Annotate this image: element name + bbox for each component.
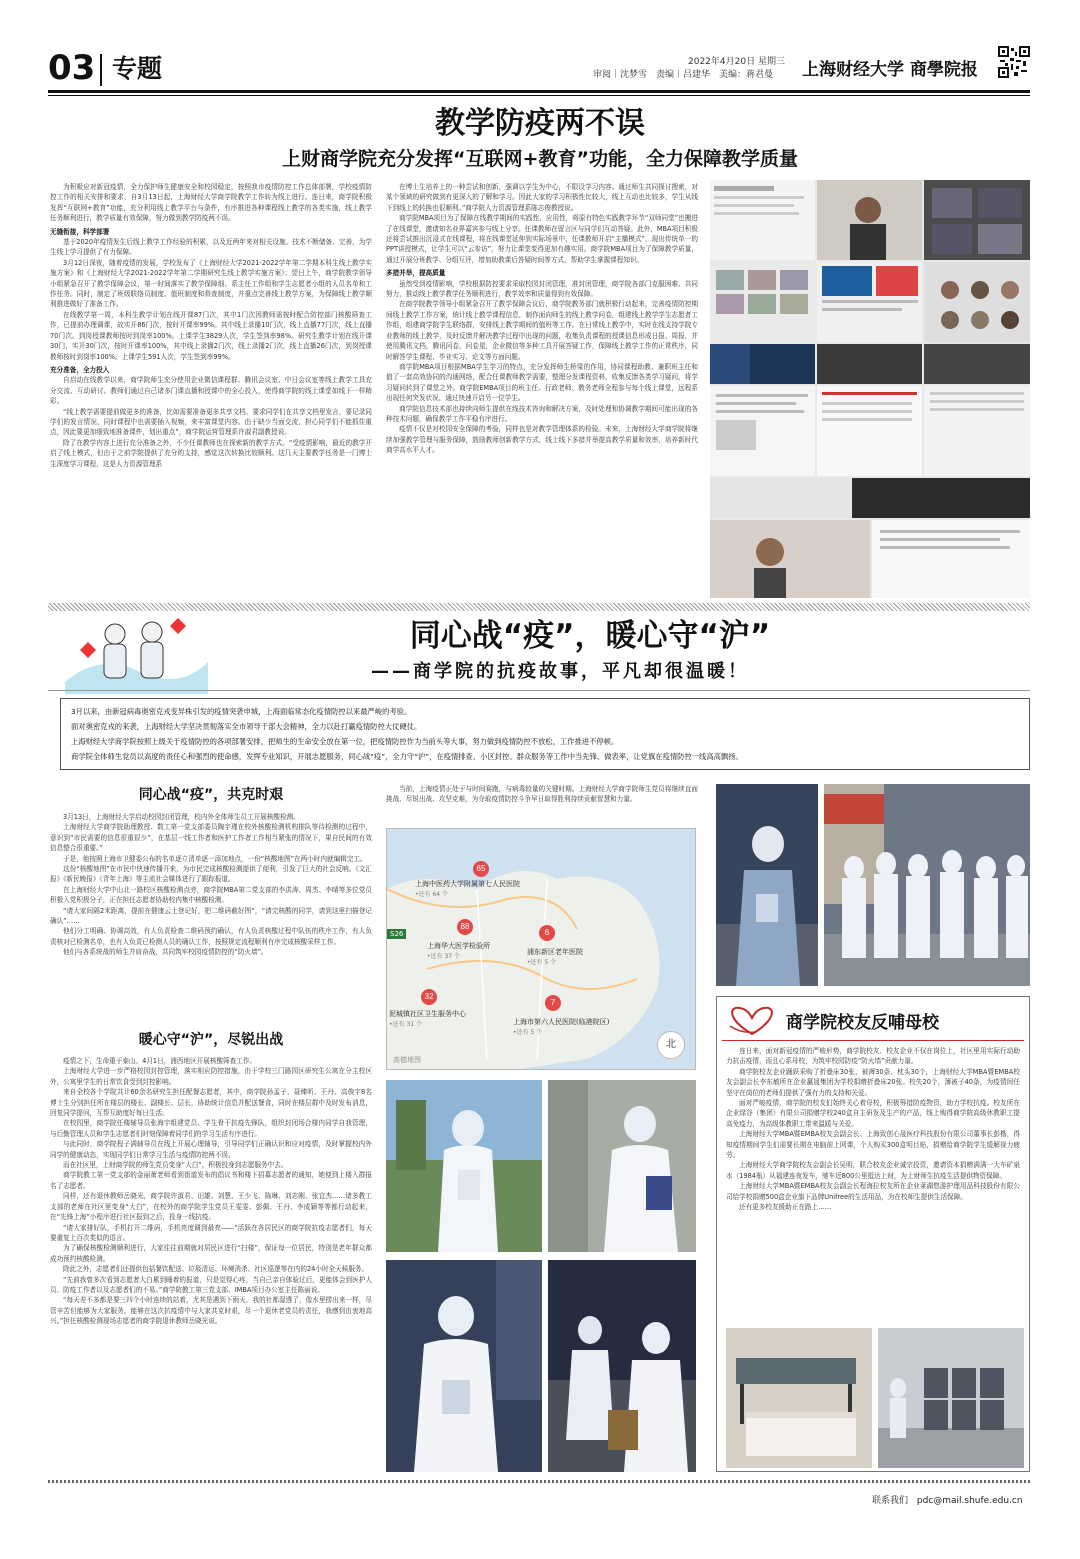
paragraph: 商学院信息技术部也持续向师生提供在线技术咨询和解决方案，及时处理和协调教学期间可能出现的各种技术问题，确保教学工作平稳有序进行。: [386, 404, 698, 423]
paragraph: 在商学院教学领导小组紧急召开了教学保障会议后，商学院教务部门就积极行动起来，完善疫情防控期间线上教学工作方案，统计线上教学课程信息，制作面向师生的线上教学问卷，组建线上教学学生志愿者工作组，组建商学院学生联络群，安排线上教学期间的值班等工作。在日常线上教学中，实时在线支持学院专业教师的线上教学，及时反馈并解决教学过程中出现的问题，收集负责课程的授课信息形成日报、周报，并使用腾讯文档，腾讯问卷，问卷星，企业微信等多种工具开展答疑工作，保障线上教学工作的正常秩序，同时解答学生课程、毕业实习、论文等方面问题。: [386, 300, 698, 361]
nucleic-test-map: [386, 828, 696, 1070]
paragraph: “线上教学需要提前做更多的准备，比如需要准备更多共享文档、要求同学们在共享文档里发言，要记录同学们的发言情况，同时课程中也需要插入视频，来丰富课堂内容。由于缺少当面交流，担心同学们不能抓住重点，因此要更加细致地准备课件，划出重点”，商学院运营管理系许淑君副教授说。: [50, 407, 372, 437]
masthead: 上海财经大学 商學院报: [802, 60, 978, 80]
volunteer-photo: [386, 1260, 542, 1472]
article-title: 教学防疫两不误: [435, 106, 645, 141]
story2-body: [50, 1056, 372, 1474]
volunteer-photo: [386, 1080, 542, 1252]
map-watermark: 高德地图: [393, 1056, 421, 1064]
article1-column-1: [50, 182, 372, 594]
paragraph: 上海财经大学进一步严格校园封控管理，落实相应防控措施，由于学校三门路园区研究生公寓在分主校区外，公寓里学生的日常饮食受到封控影响。: [50, 1067, 372, 1086]
paragraph: 基于2020年疫情发生后线上教学工作经验的积累，以及近两年来对相关设施、技术不断储备、完善，为学生线上学习提供了有力保障。: [50, 238, 372, 257]
paragraph: “请大家间隔2米距离，提前在健康云上登记好，把二维码截好图”，“请完核酸的同学，请到这里扫描登记确认”……: [50, 906, 372, 926]
paragraph: 他们分工明确、协调高效，有人负责检查二维码预约确认，有人负责核酸过程中队伍的秩序工作，有人负责核对已检测名单，也有人负责已检测人员的确认工作，按照规定流程顺利有序完成核酸采样工作。: [50, 927, 372, 946]
paragraph: 在线教学第一周，本科生教学计划在线开课87门次，其中1门次因教师需按时配合防控部门核酸筛查工作，已提前办理调课，故实开86门次，按时开课率99%。其中线上录播10门次，线上直播77门次，线上直播70门次。到岗授课教师按时到岗率100%。上课学生3829人次，学生签到率98%。研究生教学计划在线开课30门，实开30门次，按时开课率100%，其中线上录播2门次，线上录播2门次，线上直播26门次，到岗授课教师按时到岗率100%。上课学生591人次，学生签到率99%。: [50, 310, 372, 361]
paragraph: “先前我曾多次看到志愿者大白累到睡着的报道，只是觉得心疼，当自己亲自体验过后，更能体会到医护人员、防疫工作者以及志愿者们的不易。”商学院教工第三党支部、IMBA项目办公室主任陈丽说。: [50, 1275, 372, 1294]
map-pin[interactable]: 88: [457, 919, 473, 939]
editors-line: 审阅｜沈梦雪 责编｜吕建华 美编：蒋君曼: [593, 70, 774, 80]
paragraph: 3月12日深夜，随着疫情的发展，学校发布了《上海财经大学2021-2022学年第二学期本科生线上教学实施方案》和《上海财经大学2021-2022学年第二学期研究生线上教学实施方案》；翌日上午，商学院教学领导小组紧急召开了教学保障会议，第一时间落实了教学保障细、系主任工作组和学生志愿者小组的人员名单和工作任务。同时，制定了班级联络员制度、值班制度和督查制度，并重点完善线上教学方案，为保障线上教学顺利推进做好了准备工作。: [50, 258, 372, 309]
header-rule: [48, 90, 1030, 93]
map-pin[interactable]: 65: [473, 861, 489, 881]
footer-contact-label: 联系我们: [872, 1496, 909, 1506]
story1-body: [50, 812, 372, 1024]
volunteer-photo: [548, 1080, 696, 1252]
heart-icon: [722, 1004, 782, 1038]
paragraph: 于是，他按照上海市卫健委公布的名单逐立清单逐一添加地点，一份“核酸地图”在两小时内就编辑完工。: [63, 854, 367, 863]
paragraph: 与此同时，商学院程子满辅导员在线上开展心理辅导，引导同学们正确认识和应对疫情，及时掌握校内外同学的健康动态，实现同学们日常学习生活与疫情防控两不误。: [50, 1140, 372, 1159]
paragraph: 上海财经大学MBA暨EMBA校友会副会长、上海致创心晟医疗科技股份有限公司董事长彭楷，得知疫情期间学生们需要长期在电脑前上网课，个人购买300盒明目贴，捐赠给商学院学生缓解视力疲劳。: [726, 1130, 1020, 1160]
section-heading: 充分准备，全力投入: [50, 365, 110, 374]
paragraph: 上海财经大学商学院校友会副会长吴明，联合校友企业诚宗投资，邀请资本捐赠满满一大车矿泉水（1984瓶）从福建连夜发车，驰车近800公里抵达上财，为上财师生抗疫生活提供物资保障。: [726, 1161, 1020, 1180]
paragraph: 自启动在线教学以来，商学院师生充分使用企业微信课程群、腾讯会议室、中日会议室等线上教学工具充分交流、互动研讨。教师们通过自己诸多门课直播和授课中的全心投入，使得商学院的线上课堂如线下一样精彩。: [50, 376, 372, 406]
donated-beds-photo: [726, 1328, 872, 1468]
map-pin-label: 上海华大医学检验所 •还有 37 个: [427, 942, 490, 960]
map-pin[interactable]: 7: [545, 995, 561, 1015]
map-pin[interactable]: 6: [539, 925, 555, 945]
paragraph: 虽然受到疫情影响，学校根据防控要求采取校园封闭管理，准封闭管理，商学院各部门克服困难、共同努力，推动线上教学教学任务顺利进行，教学效率和质量得到有效保障。: [386, 279, 698, 299]
paragraph: 疫情不仅是对校园安全保障的考验，同样也是对教学管理体系的检验。未来，上海财经大学商学院将继续加强教学管理与服务保障，鼓励教师创新教学方式，线上线下多措并举提高教学质量和效率，培养新时代商学高水平人才。: [386, 425, 698, 455]
section-divider-pattern: [48, 603, 1030, 611]
footer-contact: [872, 1493, 1023, 1506]
banner-title: 同心战“疫”，暖心守“沪”: [409, 618, 771, 654]
footer-rule: [48, 1480, 1030, 1483]
paragraph: 商学院MBA项目为了保障在线教学期间的实践性、应用性，将原有特色实践教学环节“双师同堂”也搬进了在线课堂，邀请知名业界嘉宾参与线上分享。任课教师在留言区与同学们互动答疑。此外，MBA项目积极还将尝试推出沉浸式在线课程，将在线课堂延伸到实际场景中，任课教师开启“主播模式”，现出传统单一的PPT讲授模式，让学生可以“云参访”，努力让课堂变得更加有趣实用。商学院MBA项目为了保障教学质量，通过开展分班教学、分组互评，增加助教课后答疑时间等方式，帮助学生掌握课程知识。: [386, 214, 698, 264]
banner-illustration: [60, 612, 210, 694]
section-heading: 多措并举，提高质量: [386, 269, 446, 278]
alumni-body: [726, 1046, 1020, 1322]
page-number: 03: [48, 48, 96, 88]
qr-code-icon: [998, 46, 1030, 78]
banner-subtitle: ——商学院的抗疫故事，平凡却很温暖！: [371, 661, 749, 682]
map-top-label: 上海中医药大学附属第七人民医院 •还有 64 个: [415, 880, 520, 898]
paragraph: 在博士生培养上的一种尝试和创新，强调以学生为中心，不限设学习内容。通过师生共同探讨搜索，对某个领域的研究做到有更深入的了解和学习。因此大家的学习积极性比较大，线上互动也比较多，学生从线下到线上的转换也很顺利。”商学院人力资源管理系陈志俊教授说。: [386, 183, 698, 212]
story2-title: 暖心守“沪”，尽锐出战: [138, 1032, 284, 1048]
paragraph: “请大家排好队，手机打开二维码，手机亮度调到最亮——”活跃在各居民区的商学院抗疫志愿者们，每天要重复上百次类似的语言。: [50, 1223, 372, 1242]
story3-intro-text: 当前，上海疫情正处于与时间赛跑，与病毒较量的关键时期。上海财经大学商学院师生党员将继续直面挑战、尽锐出战、攻坚克难，为夺取疫情防控斗争早日取得胜利持续贡献智慧和力量。: [386, 785, 698, 804]
alumni-title: 商学院校友反哺母校: [786, 1013, 939, 1033]
map-pin[interactable]: 32: [421, 989, 437, 1009]
paragraph: 3月13日，上海财经大学启动校园封闭管理，校内外全体师生员工开展核酸检测。: [63, 813, 300, 821]
article-subtitle: 上财商学院充分发挥“互联网+教育”功能，全力保障教学质量: [282, 148, 798, 170]
paragraph: 商学院校友企业踊跃采购了折叠床30张、被褥30条、枕头30个，上海财经大学MBA暨EMBA校友会副会长李东敏所在企业赢晟集团为学校捐赠折叠床20张。校失20个，薄被子40条，为疫情间任坚守在岗位的老师们提供了强有力的支持和关爱。: [726, 1067, 1020, 1097]
paragraph: 除了在教学内容上进行充分准备之外，不少任课教师也在探索新的教学方式。“受疫情影响，最近的教学开启了线上模式，但由于之前学院提供了充分的支持，感觉这次转换比较顺利。这几天主要教学任务是一门博士生深度学习课程，这是人力资源管理系: [50, 438, 372, 468]
story3-intro: [386, 784, 698, 805]
paragraph: 上海财经大学商学院助理教授、数工第一党支部委员陶宇瑾在校外核酸检测机构排队等待检测的过程中，意识到“市民需要的信息很重很少”，在基层一线工作者和医护工作者工作相当紧张的情况下，果自民间的有效信息整合很重要。”: [50, 823, 372, 853]
paragraph: 疫情之下，生命重于泰山。4月1日，浦西地区开展核酸筛查工作。: [63, 1057, 257, 1065]
paragraph: 商学院教工第一党支部的金丽萧老师看到街道发布的倡议书和楼下招募志愿者的通知，她便到上楼入群报名了志愿者。: [50, 1171, 372, 1190]
section-title: 专题: [112, 54, 163, 83]
paragraph: 他们与各系统战的师生并肩奋战，共同筑牢校园疫情防控的“防火墙”。: [63, 948, 268, 957]
intro-line-2: 面对奥密克戎的来袭，上海财经大学坚决贯彻落实全市领导干部大会精神，全力以赴打赢疫情防控大仗硬仗。: [71, 722, 422, 731]
banner-rule: [48, 690, 1030, 691]
paragraph: 上海财经大学MBA暨EMBA校友会副会长程海拉校友所在企业莱湖悠游护理用品科技股份有限公司给学校捐赠500盒企业旗下品牌Unifree的生活用品，为在校师生提供生活保障。: [726, 1182, 1020, 1201]
paragraph: 而在社区里，上财商学院的师生党员变身“大白”，积极投身到志愿服务中去。: [63, 1161, 288, 1170]
map-compass-icon[interactable]: 北: [657, 1031, 685, 1059]
paragraph: 为了确保核酸检测顺利进行，大家往往前期就对居民区进行“扫楼”，保证每一位居民，特别是老年群众都成功预约核酸检测。: [50, 1244, 372, 1263]
intro-line-4: 商学院全体师生党员以高度的责任心和强烈的使命感，发挥专业知识，开展志愿服务，同心战“疫”，全力守“沪”，在疫情排查、小区封控、群众服务等工作中当先锋、做表率，让党旗在疫情防控一线高高飘扬。: [71, 752, 743, 761]
footer-email-link[interactable]: pdc@mail.shufe.edu.cn: [916, 1496, 1023, 1506]
volunteer-photo: [716, 784, 818, 986]
map-road-badge: S26: [387, 929, 406, 939]
article1-column-2: [386, 182, 698, 594]
alumni-title-rule: [722, 1040, 1024, 1041]
paragraph: 在上海财经大学中山北一路校区核酸检测点旁，商学院MBA第二党支部的李洪涛、周杰、李晴等多位党员积极入党积极分子，正在担任志愿者协助校内集中核酸检测。: [50, 885, 372, 905]
paragraph: 为积极应对新冠疫情，全力保护师生健康安全和校园稳定，按照我市疫情防控工作总体部署，学校疫情防控工作的相关安排和要求，自3月13日起，上海财经大学商学院教学工作转为线上进行。连日来，商学院积极发挥“互联网+教育”功能，充分利用线上教学平台与条件，有序推进各种课程线上教学的各类实施，线上教学任务顺利进行，教学质量有效保障，努力做到教学防疫两不误。: [50, 183, 372, 223]
paragraph: 还有更多校友援助正在路上……: [739, 1203, 832, 1212]
donated-supplies-photo: [878, 1328, 1024, 1468]
map-pin-label: 泥城镇社区卫生服务中心 •还有 31 个: [389, 1010, 466, 1028]
intro-line-3: 上海财经大学商学院按照上级关于疫情防控的各项部署安排，把师生的生命安全放在第一位，把疫情防控作为当前头等大事，努力做到疫情防控不放松，工作推进不停顿。: [71, 737, 619, 746]
paragraph: 商学院MBA项目根据MBA学生学习的特点，充分发挥师生桥梁的作用，协同课程助教、兼职班主任和值了一套高效协同的沟通网络，配合任课教师教学需要，整理分发课程资料，收集反馈各类学习疑问，将学习疑问转到了课堂之外。商学院EMBA项目的班主任、行政老师、教务老师全程参与每个线上课堂，远程系出现任何突发状况，通过快速开启另一位学生。: [386, 362, 698, 403]
paragraph: 面对严峻疫情，商学院的校友们始终关心着母校，积极筹措防疫物资，助力学校抗疫。校友所在企业绿谷（集团）有限公司捐赠学校240盒自主研发及生产的产品，线上购得商学院高级休教职工提高免疫力，为高级体教职工带来温暖与关爱。: [726, 1099, 1020, 1128]
paragraph: 这份“核酸地图”在市民中快速传播开来，为市民完成核酸检测提供了便利，引发了巨大的社会反响。《文汇报》《新民晚报》《青年上海》等主流社会媒体进行了跟踪报道。: [50, 865, 372, 884]
paragraph: 来自全校各个学院共计60余名研究生担任配餐志愿者，其中，商学院孙孟子、聂臻昕、王丹、高俊宇8名博士生分别担任所在楼层的楼长、副楼长、层长，协助统计信息并配送餐食，同时在楼层群中及时发布消息，回复同学提问，互帮互助度好每日生活。: [50, 1088, 372, 1118]
paragraph: 除此之外，志愿者们还提供包括餐饮配送、垃圾清运、环境消杀、社区巡逻等在内的24小时全天候服务。: [63, 1265, 369, 1274]
paragraph: 在校园里，商学院任楼辅导员张海宇组建党员、学生骨干抗疫先锋队，组织封闭场合楼内同学自我管理，与后勤管理人员和学生志愿者们时刻保障着同学们的学习生活有序进行。: [50, 1119, 372, 1138]
header-rule-thin: [48, 95, 1030, 96]
volunteer-photo: [548, 1260, 696, 1472]
map-pin-label: 上海市第六人民医院(临港院区) •还有 5 个: [513, 1018, 610, 1036]
paragraph: 同样，还有退休教师岳晓光，商学院许淑君、田雄、刘慧、王少飞、陈琳、刘志刚、张宜杰……诸多教工支部的老师在社区里变身“大白”，在校外的商学院学生党员王雯雯、彭佩、王丹、李成颖等等都行动起来，在“先锋上海”小程序进行社区报到之后，投身一线抗疫。: [50, 1192, 372, 1222]
online-class-screenshot-collage: [710, 180, 1030, 598]
paragraph: “每天差不多都是要三四个小时连续的站着，尤其是遇到下雨天，我的社都湿透了，像水里捞出来一样，尽管辛苦但能够为大家服务，能够在这次抗疫情中与大家共克时艰，尽一个退休老党员的责任，我感到由衷地高兴。”担任核酸检测现场志愿者的商学院退休教师岳晓光说。: [50, 1296, 372, 1326]
intro-line-1: 3月以来，由新冠病毒奥密克戎变异株引发的疫情突袭申城，上海面临常态化疫情防控以来最严峻的考验。: [71, 707, 412, 716]
issue-date: 2022年4月20日 星期三: [688, 57, 785, 67]
section-heading: 无缝衔接，科学部署: [50, 227, 110, 236]
section-divider: [100, 54, 102, 86]
map-pin-label: 浦东新区老年医院 •还有 5 个: [527, 948, 583, 966]
story1-title: 同心战“疫”，共克时艰: [138, 787, 284, 803]
intro-box: [60, 698, 1030, 770]
paragraph: 连日来，面对新冠疫情的严峻形势，商学院校友、校友企业不仅在岗位上，社区里用实际行动助力抗击疫情，而且心系母校，为筑牢校园防疫“防火墙”贡献力量。: [726, 1047, 1020, 1066]
volunteer-group-photo: [824, 784, 1030, 986]
